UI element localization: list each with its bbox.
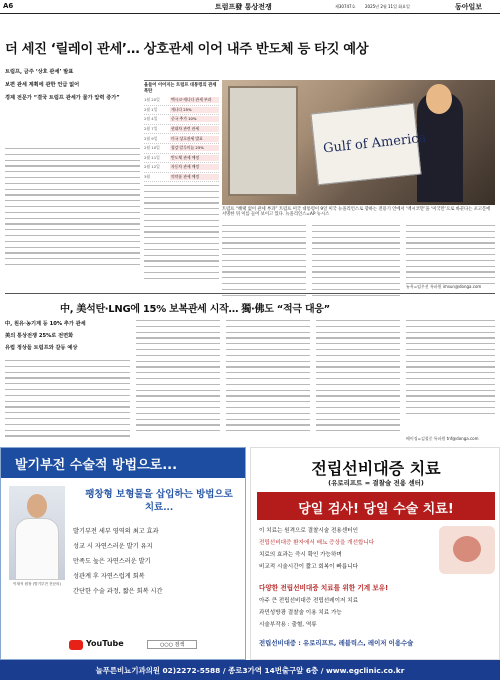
- chart-row-date: 3월: [144, 174, 151, 180]
- doctor-coat: [15, 518, 59, 580]
- chart-row: [144, 173, 219, 183]
- chart-row-event: 캐나다 25%: [170, 107, 219, 113]
- chart-row-date: 1월 20일: [144, 97, 160, 103]
- ad2-body2-line: 아주 큰 전립선비대증 전립선레이저 치료: [259, 598, 358, 604]
- article2-col4: [316, 320, 400, 436]
- page-number: A6: [3, 2, 14, 10]
- ad1-bullet-1: 발기부전 세부 영역의 최고 효과: [73, 528, 159, 535]
- chart-row-event: 현대차 관련 관세: [170, 126, 219, 132]
- issue-number: 제30747호: [335, 4, 356, 9]
- subheading2-3: 유럽 정상들 트럼프와 갈등 예상: [5, 345, 78, 351]
- ad2-footer: 전립선비대증 : 유로리프트, 레블릭스, 레이저 이용수술: [259, 639, 414, 647]
- subheading-3: 경제 전문가 “결국 트럼프 관세가 물가 압력 증가”: [5, 95, 120, 101]
- chart-title: 올들어 이어지는 트럼프 대통령의 관세 폭탄: [144, 83, 217, 94]
- chart-row-event: 중국 추가 10%: [170, 116, 219, 122]
- chart-row-date: 2월 12일: [144, 164, 160, 170]
- youtube-bar: [69, 638, 239, 652]
- second-headline: 中, 美석탄·LNG에 15% 보복관세 시작… 獨·佛도 “적극 대응”: [60, 304, 330, 315]
- ad1-title: 발기부전 수술적 방법으로...: [15, 458, 178, 473]
- ad2-body: [259, 526, 434, 570]
- subheading-group: [5, 68, 140, 102]
- signed-proclamation: [311, 103, 427, 185]
- chart-row-event: 멕시코·캐나다 관세 부과: [170, 97, 219, 103]
- article-body-col2: [144, 185, 219, 284]
- chart-row: [144, 115, 219, 125]
- article2-col5: [406, 320, 495, 419]
- article-body-col1: [5, 148, 140, 270]
- tariff-timeline-chart: [144, 80, 219, 178]
- chart-row: [144, 144, 219, 154]
- youtube-label: YouTube: [86, 639, 124, 648]
- ad-prostate: [250, 447, 500, 660]
- section-title: 트럼프發 통상전쟁: [215, 3, 272, 11]
- chart-row-event: 반도체 관세 예정: [170, 155, 219, 161]
- doctor-head: [27, 494, 47, 518]
- byline-2: 베이징=김철중 특파원 tnf@donga.com: [406, 436, 479, 441]
- subheading-1: 트럼프, 금주 ‘상호 관세’ 발표: [5, 69, 74, 75]
- trump-photo: [222, 80, 495, 205]
- ad2-subtitle: (유로리프트 = 결찰술 전용 센터): [328, 479, 424, 487]
- youtube-search: ○○○ 검색: [147, 640, 197, 649]
- doctor-name: 이재석 원장 (발기부전 전문의): [13, 582, 61, 586]
- photo-window: [228, 86, 298, 196]
- ad2-big-banner: [257, 492, 495, 520]
- youtube-icon: [69, 640, 83, 650]
- proclamation-text: Gulf of America: [322, 130, 427, 157]
- ad2-body2-line: 시술부작용 : 출혈, 역류: [259, 622, 317, 628]
- chart-row: [144, 154, 219, 164]
- chart-row-event: 미국 상호관세 발표: [170, 136, 219, 142]
- subheading2-1: 中, 원유·농기계 등 10% 추가 관세: [5, 321, 86, 327]
- chart-row: [144, 163, 219, 173]
- prostate-shape: [453, 536, 481, 562]
- chart-row-date: 2월 11일: [144, 154, 160, 160]
- main-headline: 더 세진 ‘릴레이 관세’… 상호관세 이어 내주 반도체 등 타깃 예상: [5, 42, 369, 57]
- article-body-col3: [222, 225, 306, 300]
- ad2-body-line: 전립선비대증 환자에서 배뇨 증상을 개선합니다: [259, 540, 375, 546]
- article2-col3: [226, 320, 310, 436]
- chart-row: [144, 134, 219, 144]
- byline: 뉴욕=임우선 특파원 imsun@donga.com: [406, 284, 482, 289]
- prostate-diagram: [439, 526, 495, 574]
- doctor-photo: [9, 486, 65, 580]
- page-header: [0, 0, 500, 14]
- ad1-bullet-2: 성교 시 자연스러운 발기 유지: [73, 543, 153, 550]
- ad2-title: 전립선비대증 치료: [311, 459, 441, 478]
- ad2-big-text: 당일 검사! 당일 수술 치료!: [298, 502, 454, 517]
- section-divider: [5, 293, 495, 294]
- chart-row-date: 2월 10일: [144, 145, 160, 151]
- chart-row: [144, 96, 219, 106]
- ad1-bullet-5: 간단한 수술 과정, 짧은 회복 시간: [73, 588, 163, 595]
- ad-erectile: [0, 447, 246, 660]
- ad2-body2: [259, 596, 495, 628]
- ad2-body-line: 치료의 효과는 즉시 확인 가능하며: [259, 552, 342, 558]
- subheading-2: 보편 관세 계획에 관한 언급 없어: [5, 82, 80, 88]
- subheading2-2: 美의 통상전쟁 25%로 전면화: [5, 333, 74, 339]
- chart-row: [144, 125, 219, 135]
- chart-row-event: 철강·알루미늄 25%: [170, 145, 219, 151]
- ad1-lead: 팽창형 보형물을 삽입하는 방법으로 치료...: [85, 489, 233, 513]
- chart-row: [144, 106, 219, 116]
- ad1-bullets: [73, 526, 243, 595]
- ad1-bullet-3: 만족도 높은 자연스러운 발기: [73, 558, 151, 565]
- clinic-contact-text: 놀푸른비뇨기과의원 02)2272-5588 / 종로3가역 14번출구앞 6층 / www.egclinic.co.kr: [95, 666, 405, 675]
- ad1-bullet-4: 성관계 후 자연스럽게 회복: [73, 573, 145, 580]
- chart-row-date: 2월 9일: [144, 135, 158, 141]
- chart-row-event: 자동차 관세 예정: [170, 164, 219, 170]
- chart-row-date: 2월 4일: [144, 116, 158, 122]
- ad2-body-line: 이 치료는 원격으로 결찰시술 전용센터인: [259, 528, 358, 534]
- ad2-body2-line: 과민성방광 결찰술 이용 치료 가능: [259, 610, 342, 616]
- subheading2-group: [5, 320, 130, 351]
- article2-col2: [136, 320, 220, 436]
- article-body-col4: [312, 225, 400, 300]
- person-head: [426, 84, 452, 114]
- clinic-contact-bar: [0, 660, 500, 680]
- article-body-col5: [406, 225, 495, 289]
- chart-row-date: 2월 7일: [144, 126, 158, 132]
- chart-row-date: 2월 1일: [144, 106, 158, 112]
- newspaper-name: 동아일보: [455, 2, 483, 11]
- ad1-title-bar: [1, 448, 245, 478]
- ad2-highlight: 다양한 전립선비대증 치료를 위한 기계 보유!: [259, 584, 389, 592]
- photo-caption: 트럼프 “혜택 없이 관세 부과” 트럼프 미국 대통령이 9일 미국 뉴올리언스로 향하는 전용기 안에서 ‘멕시코만’을 ‘미국만’으로 바꾼다는 포고문에 서명한 뒤 이를 들어 보이고 있다. 뉴올리언스=AP 뉴시스: [222, 207, 491, 218]
- chart-row-event: 의약품 관세 예정: [170, 174, 219, 180]
- article2-col1: [5, 360, 130, 441]
- ad2-body-line: 비교적 시술시간이 짧고 회복이 빠릅니다: [259, 564, 358, 570]
- issue-date: 2025년 2월 11일 화요일: [365, 4, 410, 9]
